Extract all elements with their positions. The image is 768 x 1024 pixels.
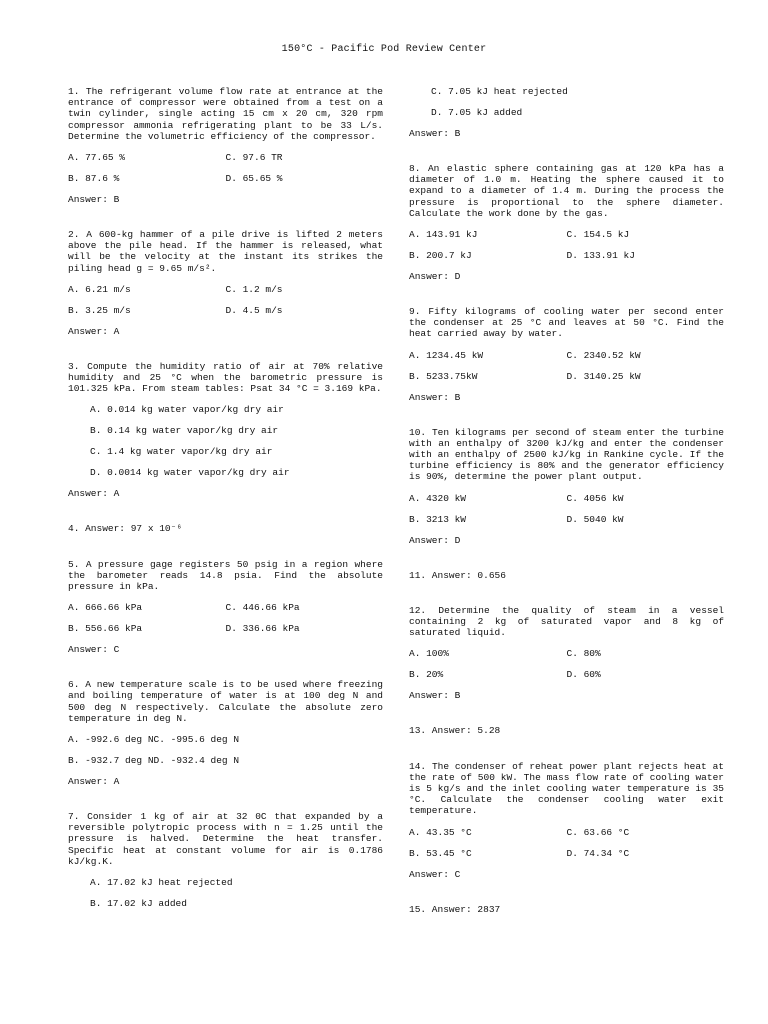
option: D. 7.05 kJ added	[431, 107, 523, 118]
option: A. 4320 kW	[409, 492, 467, 504]
option: A. 1234.45 kW	[409, 349, 484, 361]
option: C. 4056 kW	[566, 492, 624, 504]
option: C. 97.6 TR	[225, 152, 283, 164]
option: A. 43.35 °C	[409, 826, 472, 838]
option: C. 63.66 °C	[566, 826, 630, 838]
answer-options	[68, 877, 383, 909]
question-1	[68, 86, 383, 205]
answer-options	[409, 648, 724, 680]
question-3	[68, 361, 383, 500]
option: B. -932.7 deg ND. -932.4 deg N	[68, 755, 240, 767]
option: A. 666.66 kPa	[68, 602, 143, 614]
answer-options	[68, 404, 383, 478]
option: C. 446.66 kPa	[225, 602, 300, 614]
question-text: 14. The condenser of reheat power plant rejects heat at the rate of 500 kW. The mass flow rate of cooling water is 5 kg/s and the inlet cooling water temperature is 35 °C. Calculate the condenser cooling water exit temperature.	[409, 760, 724, 817]
option: B. 3213 kW	[409, 513, 467, 525]
option: D. 4.5 m/s	[225, 304, 283, 316]
option: C. 2340.52 kW	[566, 349, 641, 361]
right-column	[409, 86, 724, 939]
question-12	[409, 605, 724, 702]
answer-key: Answer: A	[68, 776, 120, 788]
left-column	[68, 86, 383, 933]
option: C. 1.2 m/s	[225, 283, 283, 295]
option: A. 77.65 %	[68, 152, 126, 164]
option: C. 7.05 kJ heat rejected	[431, 86, 568, 97]
answer-key: Answer: B	[409, 690, 461, 702]
answer-key: Answer: B	[68, 194, 120, 206]
answer-key: Answer: D	[409, 271, 461, 283]
answer-options	[68, 152, 383, 184]
question-10	[409, 427, 724, 546]
answer-key: Answer: C	[68, 644, 120, 656]
question-15	[409, 904, 724, 915]
option: D. 60%	[566, 669, 601, 681]
answer-options	[409, 86, 724, 118]
answer-options	[409, 229, 724, 261]
question-text: 11. Answer: 0.656	[409, 569, 506, 581]
question-6	[68, 679, 383, 787]
option: C. 154.5 kJ	[566, 229, 630, 241]
question-7	[68, 811, 383, 909]
question-11	[409, 570, 724, 581]
answer-options	[68, 734, 383, 766]
question-text: 5. A pressure gage registers 50 psig in a region where the barometer reads 14.8 psia. Find the absolute pressure in kPa.	[68, 558, 383, 593]
question-9	[409, 306, 724, 403]
question-5	[68, 559, 383, 656]
question-text: 1. The refrigerant volume flow rate at entrance at the entrance of compressor were obtained from a test on a twin cylinder, single acting 15 cm x 20 cm, 320 rpm compressor ammonia refrigerating plant to be 33 L/s. Determine the volumetric efficiency of the compressor.	[68, 86, 383, 142]
answer-options	[409, 350, 724, 382]
option: A. 100%	[409, 648, 449, 660]
question-text: 7. Consider 1 kg of air at 32 0C that expanded by a reversible polytropic process with n = 1.25 until the pressure is halved. Determine the heat transfer. Specific heat at constant volume for air is 0.1786 kJ/kg.K.	[68, 811, 383, 867]
answer-key: Answer: C	[409, 868, 461, 880]
question-14	[409, 761, 724, 880]
question-text: 15. Answer: 2837	[409, 903, 501, 915]
question-8	[409, 163, 724, 282]
option: A. 6.21 m/s	[68, 283, 131, 295]
answer-key: Answer: A	[68, 488, 120, 500]
option: D. 336.66 kPa	[225, 623, 300, 635]
page-title: 150°C - Pacific Pod Review Center	[281, 44, 487, 55]
question-text: 10. Ten kilograms per second of steam enter the turbine with an enthalpy of 3200 kJ/kg and enter the condenser with an enthalpy of 2500 kJ/kg in Rankine cycle. If the turbine efficiency is 80% and the generator efficiency is 90%, determine the power plant output.	[409, 426, 724, 483]
question-text: 13. Answer: 5.28	[409, 725, 501, 737]
option: A. -992.6 deg NC. -995.6 deg N	[68, 734, 240, 746]
option: B. 17.02 kJ added	[90, 898, 187, 910]
answer-options	[68, 602, 383, 634]
question-text: 9. Fifty kilograms of cooling water per second enter the condenser at 25 °C and leaves at 50 °C. Find the heat carried away by water.	[409, 306, 724, 340]
option: B. 3.25 m/s	[68, 304, 131, 316]
option: A. 17.02 kJ heat rejected	[90, 877, 233, 889]
question-text: 8. An elastic sphere containing gas at 120 kPa has a diameter of 1.0 m. Heating the sphere caused it to expand to a diameter of 1.4 m. During the process the pressure is proportional to the sphere diameter. Calculate the work done by the gas.	[409, 163, 724, 219]
option: D. 65.65 %	[225, 173, 283, 185]
option: A. 0.014 kg water vapor/kg dry air	[90, 404, 284, 416]
question-text: 4. Answer: 97 x 10⁻⁶	[68, 523, 183, 535]
question-2	[68, 229, 383, 337]
answer-options	[68, 284, 383, 316]
option: B. 53.45 °C	[409, 847, 472, 859]
option: D. 3140.25 kW	[566, 370, 641, 382]
option: B. 0.14 kg water vapor/kg dry air	[90, 425, 279, 437]
question-text: 6. A new temperature scale is to be used where freezing and boiling temperature of water is at 100 deg N and 500 deg N respectively. Calculate the absolute zero temperature in deg N.	[68, 679, 383, 724]
answer-options	[409, 493, 724, 525]
option: C. 1.4 kg water vapor/kg dry air	[90, 446, 273, 458]
option: B. 87.6 %	[68, 173, 120, 185]
option: A. 143.91 kJ	[409, 229, 478, 241]
answer-key: Answer: D	[409, 534, 461, 546]
option: B. 5233.75kW	[409, 370, 478, 382]
question-text: 12. Determine the quality of steam in a vessel containing 2 kg of saturated vapor and 8 kg of saturated liquid.	[409, 604, 724, 639]
answer-key: Answer: B	[409, 391, 461, 403]
question-13	[409, 725, 724, 736]
question-7-continued	[409, 86, 724, 139]
question-text: 2. A 600-kg hammer of a pile drive is lifted 2 meters above the pile head. If the hammer is released, what will be the velocity at the instant its strikes the piling head g = 9.65 m/s².	[68, 229, 383, 274]
question-4	[68, 523, 383, 534]
option: D. 74.34 °C	[566, 847, 630, 859]
option: B. 20%	[409, 669, 444, 681]
answer-key: Answer: A	[68, 325, 120, 337]
question-text: 3. Compute the humidity ratio of air at 70% relative humidity and 25 °C when the barometric pressure is 101.325 kPa. From steam tables: Psat 34 °C = 3.169 kPa.	[68, 360, 383, 395]
option: C. 80%	[566, 648, 601, 660]
option: B. 200.7 kJ	[409, 250, 472, 262]
option: D. 5040 kW	[566, 513, 624, 525]
answer-options	[409, 827, 724, 859]
answer-key: Answer: B	[409, 128, 461, 139]
option: D. 0.0014 kg water vapor/kg dry air	[90, 467, 290, 479]
option: B. 556.66 kPa	[68, 623, 143, 635]
option: D. 133.91 kJ	[566, 250, 635, 262]
